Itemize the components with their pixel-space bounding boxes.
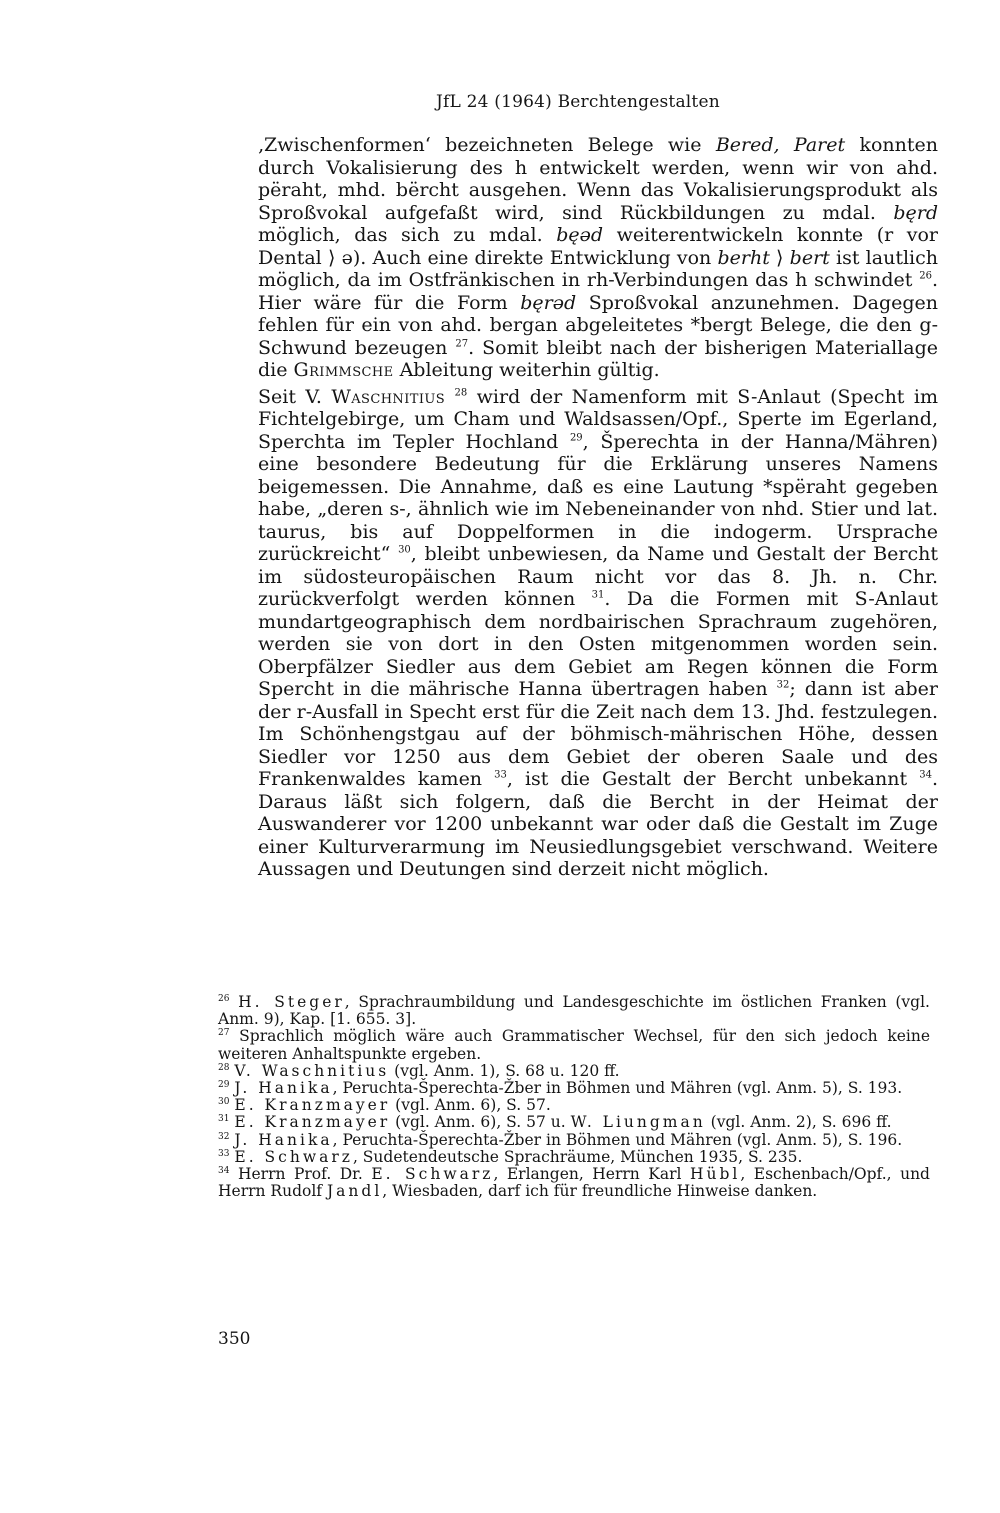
footnote-29: $^{29}$ J. Hanika, Peruchta-Šperechta-Žber in Böhmen und Mähren (vgl. Anm. 5), S. 193. — [218, 1079, 903, 1098]
footnote-ref-29[interactable]: 29 — [569, 432, 583, 444]
footnote-32: $^{32}$ J. Hanika, Peruchta-Šperechta-Žber in Böhmen und Mähren (vgl. Anm. 5), S. 196. — [218, 1130, 903, 1149]
footnote-31: $^{31}$ E. Kranzmayer (vgl. Anm. 6), S. 57 u. W. Liungman (vgl. Anm. 2), S. 696 ff. — [218, 1113, 892, 1132]
footnote-ref-33[interactable]: 33 — [494, 769, 507, 781]
footnote-ref-32[interactable]: 32 — [776, 679, 790, 691]
footnote-ref-28[interactable]: 28 — [454, 387, 468, 399]
paragraph-1: ‚Zwischenformen‘ bezeichneten Belege wie Bered, Paret konnten durch Vokalisierung des h entwickelt werden, wenn wir von ahd. përaht, mhd. bërcht ausgehen. Wenn das Vokalisierungsprodukt als Sproßvokal aufgefaßt wird, sind Rückbildungen zu mdal. bęrd möglich, das sich zu mdal. bęəd weiterentwickeln konnte (r vor Dental ⟩ ə). Auch eine direkte Entwicklung von berht ⟩ bert ist lautlich möglich, da im Ostfränkischen in rh-Verbindungen das h schwindet $^{26}$. Hier wäre für die Form bęrəd Sproßvokal anzunehmen. Dagegen fehlen für ein von ahd. bergan abgeleitetes *bergt Belege, die den g-Schwund bezeugen $^{27}$. Somit bleibt nach der bisherigen Materiallage die Grimmsche Ableitung weiterhin gültig. — [258, 134, 939, 381]
page-number: 350 — [218, 1329, 251, 1349]
footnote-ref-27[interactable]: 27 — [455, 338, 469, 350]
footnotes-section — [218, 994, 930, 1200]
footnote-34: $^{34}$ Herrn Prof. Dr. E. Schwarz, Erlangen, Herrn Karl Hübl, Eschenbach/Opf., und Herrn Rudolf Jandl, Wiesbaden, darf ich für freundliche Hinweise danken. — [218, 1165, 930, 1201]
footnote-33: $^{33}$ E. Schwarz, Sudetendeutsche Sprachräume, München 1935, S. 235. — [218, 1147, 803, 1166]
running-header: JfL 24 (1964) Berchtengestalten — [436, 92, 720, 112]
footnote-26: $^{26}$ H. Steger, Sprachraumbildung und Landesgeschichte im östlichen Franken (vgl. Anm. 9), Kap. [1. 655. 3]. — [218, 993, 930, 1029]
main-text — [258, 134, 938, 881]
paragraph-2: Seit V. Waschnitius $^{28}$ wird der Namenform mit S-Anlaut (Specht im Fichtelgebirge, um Cham und Waldsassen/Opf., Sperte im Egerland, Sperchta im Tepler Hochland $^{29}$, Šperechta in der Hanna/Mähren) eine besondere Bedeutung für die Erklärung unseres Namens beigemessen. Die Annahme, daß es eine Lautung *spëraht gegeben habe, „deren s-, ähnlich wie im Nebeneinander von nhd. Stier und lat. taurus, bis auf Doppelformen in die indogerm. Ursprache zurückreicht“ $^{30}$, bleibt unbewiesen, da Name und Gestalt der Bercht im südosteuropäischen Raum nicht vor das 8. Jh. n. Chr. zurückverfolgt werden können $^{31}$. Da die Formen mit S-Anlaut mundartgeographisch dem nordbairischen Sprachraum zugehören, werden sie von dort in den Osten mitgenommen worden sein. Oberpfälzer Siedler aus dem Gebiet am Regen können die Form Spercht in die mährische Hanna übertragen haben $^{32}$; dann ist aber der r-Ausfall in Specht erst für die Zeit nach dem 13. Jhd. festzulegen. Im Schönhengstgau auf der böhmisch-mährischen Höhe, dessen Siedler vor 1250 aus dem Gebiet der oberen Saale und des Frankenwaldes kamen $^{33}$, ist die Gestalt der Bercht unbekannt $^{34}$. Daraus läßt sich folgern, daß die Bercht in der Heimat der Auswanderer vor 1200 unbekannt war oder daß die Gestalt im Zuge einer Kulturverarmung im Neusiedlungsgebiet verschwand. Weitere Aussagen und Deutungen sind derzeit nicht möglich. — [258, 385, 939, 880]
footnote-ref-31[interactable]: 31 — [591, 589, 605, 601]
footnote-ref-30[interactable]: 30 — [398, 544, 411, 556]
footnote-30: $^{30}$ E. Kranzmayer (vgl. Anm. 6), S. 57. — [218, 1096, 551, 1115]
footnote-27: $^{27}$ Sprachlich möglich wäre auch Grammatischer Wechsel, für den sich jedoch keine weiteren Anhaltspunkte ergeben. — [218, 1027, 930, 1063]
footnote-ref-34[interactable]: 34 — [919, 769, 932, 781]
footnote-ref-26[interactable]: 26 — [919, 270, 932, 282]
footnote-28: $^{28}$ V. Waschnitius (vgl. Anm. 1), S. 68 u. 120 ff. — [218, 1061, 620, 1080]
